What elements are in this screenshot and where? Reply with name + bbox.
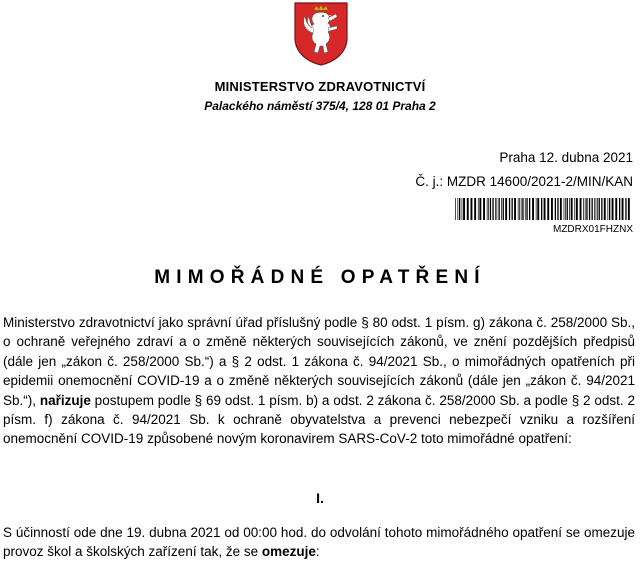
- barcode-bar: [525, 198, 526, 220]
- barcode-bar: [526, 198, 527, 220]
- section-text-start: S účinností ode dne 19. dubna 2021 od 00:00 hod. do odvolání tohoto mimořádného opatření se omezuje provoz škol a školských zařízení tak, že se: [3, 525, 635, 560]
- reference-number: Č. j.: MZDR 14600/2021-2/MIN/KAN: [415, 174, 633, 189]
- barcode-bar: [505, 198, 507, 220]
- barcode-bar: [512, 198, 513, 220]
- barcode-bar: [509, 198, 510, 220]
- barcode-bar: [488, 198, 489, 220]
- barcode-bar: [619, 198, 620, 220]
- barcode-bar: [625, 198, 626, 220]
- barcode-bar: [555, 198, 556, 220]
- barcode-bar: [541, 198, 542, 220]
- document-date: Praha 12. dubna 2021: [499, 150, 633, 165]
- barcode-bar: [608, 198, 609, 220]
- barcode-bar: [536, 198, 537, 220]
- barcode-bar: [483, 198, 485, 220]
- barcode-bar: [583, 198, 584, 220]
- barcode-bar: [474, 198, 476, 220]
- barcode-bar: [458, 198, 459, 220]
- ministry-address: Palackého náměstí 375/4, 128 01 Praha 2: [204, 99, 436, 113]
- barcode-bar: [471, 198, 473, 220]
- barcode-bar: [519, 198, 520, 220]
- state-emblem-icon: [292, 0, 350, 66]
- barcode-bar: [492, 198, 493, 220]
- intro-text-start: Ministerstvo zdravotnictví jako správní úřad příslušný podle § 80 odst. 1 písm. g) zákona č. 258/2000 Sb., o ochraně veřejného zdraví a o změně některých souvisejících zákonů, ve znění pozdějších předpisů (dále jen „zákon č. 258/2000 Sb.“) a § 2 odst. 1 zákona č. 94/2021 Sb., o mimořádných opatřeních při epidemii onemocnění COVID-19 a o změně některých souvisejících zákonů (dále jen „zákon č. 94/2021 Sb.“),: [3, 315, 635, 408]
- barcode-bar: [514, 198, 516, 220]
- barcode-bar: [503, 198, 504, 220]
- document-title: MIMOŘÁDNÉ OPATŘENÍ: [154, 267, 486, 288]
- barcode-bar: [604, 198, 606, 220]
- intro-text-bold: nařizuje: [39, 392, 91, 408]
- barcode-bar: [594, 198, 595, 220]
- barcode-bar: [557, 198, 558, 220]
- barcode-bar: [565, 198, 566, 220]
- barcode-bar: [609, 198, 610, 220]
- section-text-bold: omezuje: [261, 544, 316, 560]
- intro-text-end: postupem podle § 69 odst. 1 písm. b) a odst. 2 zákona č. 258/2000 Sb. a podle § 2 odst. 2 písm. f) zákona č. 94/2021 Sb. k ochraně obyvatelstva a prevenci nebezpečí vzniku a rozšíření onemocnění COVID-19 způsobené novým koronavirem SARS-CoV-2 toto mimořádné opatření:: [3, 392, 635, 447]
- barcode-bar: [567, 198, 568, 220]
- barcode-bar: [532, 198, 534, 220]
- barcode-bar: [479, 198, 481, 220]
- barcode-bar: [574, 198, 575, 220]
- barcode-bar: [455, 198, 456, 220]
- barcode-bar: [537, 198, 539, 220]
- barcode-bar: [487, 198, 488, 220]
- barcode-bar: [597, 198, 598, 220]
- barcode-bar: [551, 198, 553, 220]
- barcode-bar: [596, 198, 597, 220]
- barcode-bar: [560, 198, 562, 220]
- barcode-bar: [547, 198, 549, 220]
- barcode-bar: [467, 198, 469, 220]
- barcode-bar: [576, 198, 578, 220]
- barcode-bar: [585, 198, 586, 220]
- barcode-bar: [589, 198, 590, 220]
- barcode-bar: [518, 198, 519, 220]
- barcode-bar: [571, 198, 573, 220]
- barcode-bar: [564, 198, 565, 220]
- barcode-bar: [612, 198, 614, 220]
- barcode-bar: [586, 198, 587, 220]
- barcode-bar: [529, 198, 530, 220]
- barcode-bar: [497, 198, 498, 220]
- barcode-bar: [521, 198, 522, 220]
- barcode-bar: [601, 198, 602, 220]
- barcode-bar: [522, 198, 523, 220]
- barcode-code: MZDRX01FHZNX: [552, 224, 633, 235]
- barcode-bar: [615, 198, 617, 220]
- barcode-icon: [455, 198, 633, 220]
- section-text-end: :: [315, 544, 320, 560]
- ministry-name: MINISTERSTVO ZDRAVOTNICTVÍ: [214, 79, 426, 94]
- barcode-bar: [501, 198, 502, 220]
- section-number: I.: [316, 490, 324, 506]
- section-paragraph: [3, 523, 635, 562]
- barcode-bar: [628, 198, 630, 220]
- barcode-bar: [463, 198, 465, 220]
- barcode-bar: [592, 198, 593, 220]
- barcode-bar: [569, 198, 570, 220]
- barcode-bar: [622, 198, 624, 220]
- intro-paragraph: [3, 313, 635, 449]
- barcode-bar: [544, 198, 546, 220]
- barcode-bar: [459, 198, 460, 220]
- barcode-bar: [499, 198, 500, 220]
- barcode-bar: [490, 198, 491, 220]
- barcode-bar: [599, 198, 600, 220]
- barcode-bar: [478, 198, 479, 220]
- barcode-bar: [495, 198, 496, 220]
- barcode-bar: [580, 198, 582, 220]
- barcode-bar: [462, 198, 463, 220]
